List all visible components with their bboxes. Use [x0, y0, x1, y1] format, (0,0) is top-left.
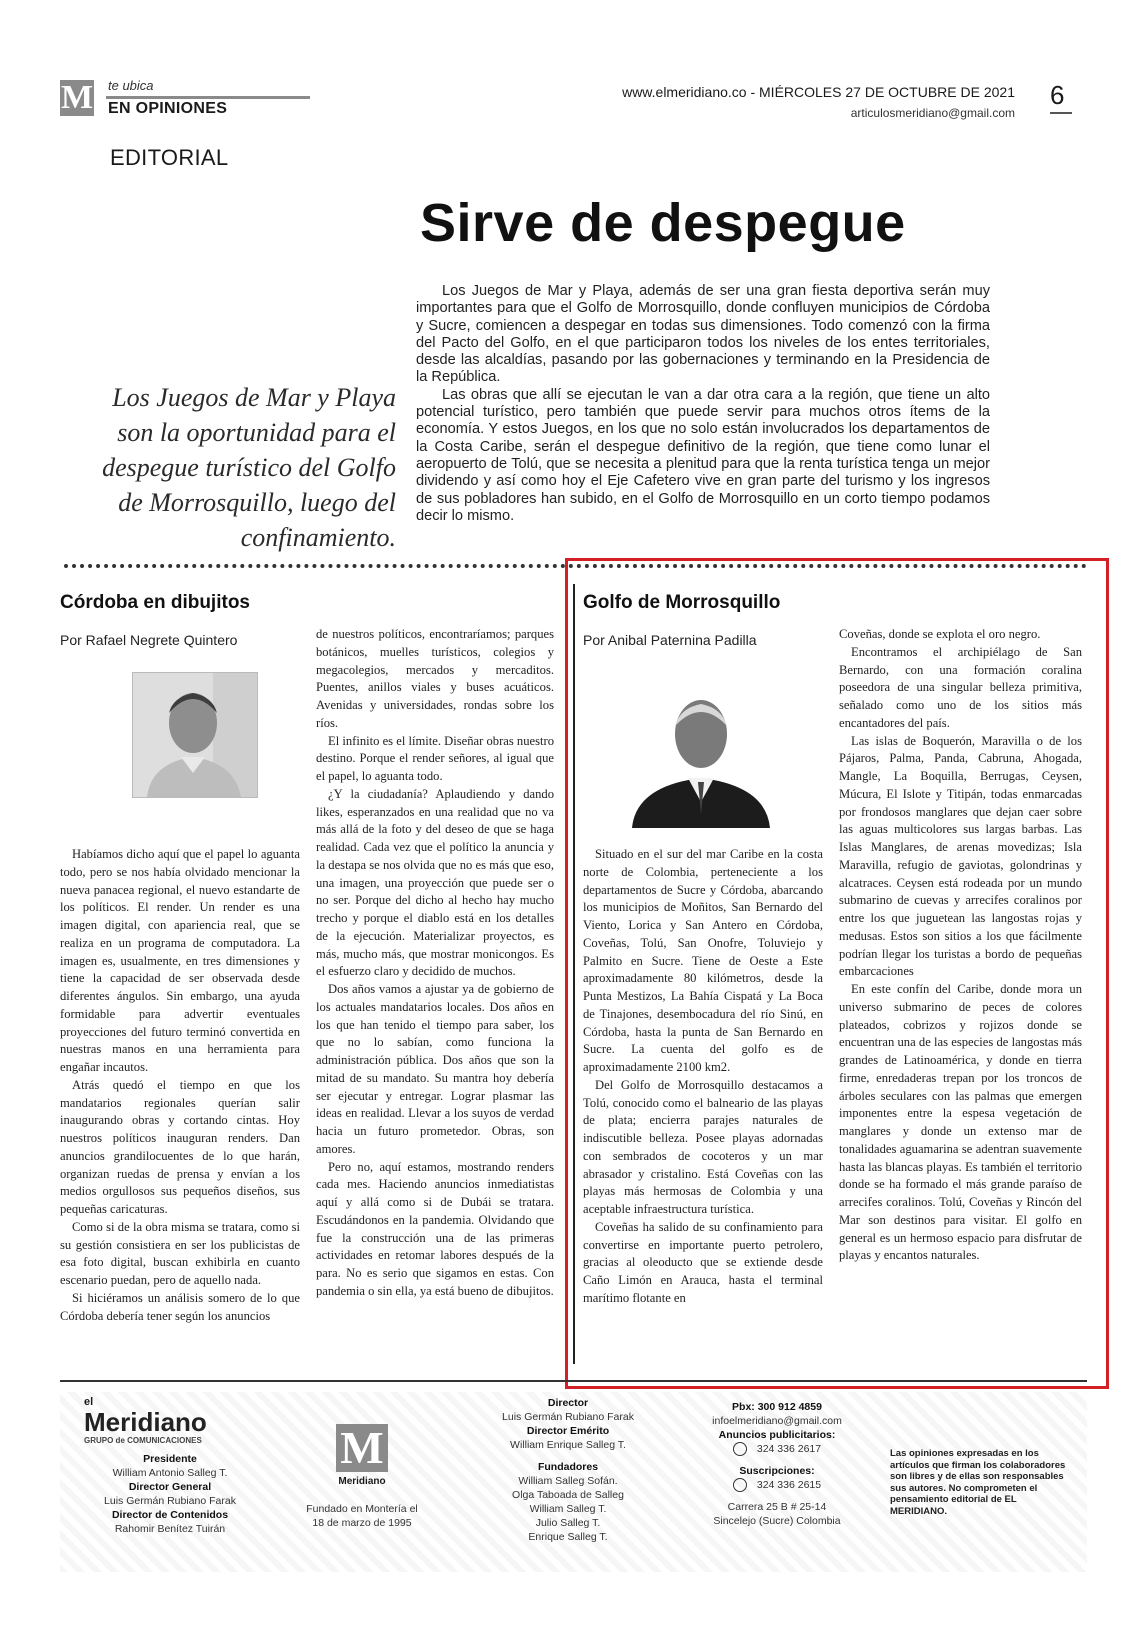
director-general-label: Director General — [128, 1481, 212, 1493]
fundador: William Salleg Sofán. — [518, 1475, 618, 1487]
fundador: Olga Taboada de Salleg — [512, 1489, 624, 1501]
footer-logo-sub: Meridiano — [338, 1476, 386, 1487]
address-line: Sincelejo (Sucre) Colombia — [713, 1515, 841, 1528]
article-paragraph: Dos años vamos a ajustar ya de gobierno de los actuales mandatarios locales. Dos años en los que han tenido el tiempo para saber, los que no lo sabían, como funciona la administración pública. Dos años que son la mitad de su mandato. Su mantra hoy debería ser ejecutar y entregar. Lograr plasmar las ideas en realidad. Llevar a los suyos de verdad hacia un futuro prometedor. Obras, son amores. — [316, 982, 554, 1156]
director-emerito-label: Director Emérito — [526, 1425, 610, 1437]
fundador: William Salleg T. — [529, 1503, 607, 1515]
brand-name: Meridiano — [84, 1407, 207, 1437]
suscripciones-phone-row[interactable] — [692, 1478, 862, 1492]
footer-logo-m: M — [336, 1424, 388, 1472]
header-rule — [106, 96, 310, 99]
fundadores-label: Fundadores — [537, 1461, 599, 1473]
brand-tagline: GRUPO de COMUNICACIONES — [84, 1436, 202, 1445]
article-paragraph: Encontramos el archipiélago de San Bernardo, con una formación coralina poseedora de una singular belleza primitiva, señalado como uno de los sitios más encantadores del país. — [839, 644, 1082, 730]
director-emerito-name: William Enrique Salleg T. — [510, 1439, 626, 1451]
suscripciones-label: Suscripciones: — [739, 1465, 815, 1478]
director-contenidos-label: Director de Contenidos — [111, 1509, 229, 1521]
article-paragraph: ¿Y la ciudadanía? Aplaudiendo y dando likes, esperanzados en una realidad que no va más allá de la foto y del deseo de que se haga realidad. Cada vez que el político la anuncia y la destapa se nos olvida que no es más que eso, una imagen, una proyección que puede ser o no ser. Porque del dicho al hecho hay mucho trecho y porque el diablo está en los detalles de la ejecución. Materializar proyectos, es más, mucho más, que mostrar monicongos. Es el esfuerzo claro y decidido de muchos. — [316, 786, 554, 979]
presidente-label: Presidente — [143, 1453, 197, 1465]
article-paragraph: Atrás quedó el tiempo en que los mandatarios regionales querían salir inaugurando obras y cortando cintas. Hoy nuestros políticos inauguran renders. Dan anuncios grandilocuentes de lo que harán, organizan ruedas de prensa y envían a los medios orgullosos sus pequeños diseños, sus pequeñas caricaturas. — [60, 1077, 300, 1216]
meridiano-logo: M — [60, 79, 94, 116]
section-name: EN OPINIONES — [108, 100, 228, 117]
article-paragraph: El infinito es el límite. Diseñar obras nuestro destino. Porque el render señores, al igual que el papel, lo aguanta todo. — [316, 733, 554, 783]
opinion-disclaimer: Las opiniones expresadas en los artículos que firman los colaboradores son libres y de ellas son responsables sus autores. No comprometen el pensamiento editorial de EL MERIDIANO. — [890, 1448, 1066, 1517]
whatsapp-icon — [733, 1478, 747, 1492]
article-paragraph: Pero no, aquí estamos, mostrando renders cada mes. Haciendo anuncios inmediatistas aquí y allá como si de Dubái se tratara. Escudándonos en la pandemia. Olvidando que fue la construcción una de las primeras actividades en retomar labores después de la para. No es serio que sigamos en estas. Con pandemia o sin ella, ya está bueno de dibujitos. — [316, 1159, 554, 1298]
byline-cordoba: Por Rafael Negrete Quintero — [60, 632, 238, 648]
suscripciones-phone: 324 336 2615 — [756, 1479, 822, 1492]
editorial-headline: Sirve de despegue — [420, 193, 906, 253]
article-paragraph: Coveñas, donde se explota el oro negro. — [839, 627, 1041, 641]
pbx[interactable]: Pbx: 300 912 4859 — [732, 1401, 822, 1413]
article-title-cordoba: Córdoba en dibujitos — [60, 592, 250, 613]
anuncios-phone-row[interactable] — [692, 1442, 862, 1456]
anuncios-label: Anuncios publicitarios: — [718, 1429, 836, 1441]
article-paragraph: Coveñas ha salido de su confinamiento para convertirse en importante puerto petrolero, gracias al oleoducto que se extiende desde Caño Limón en Arauca, hasta el terminal marítimo flotante en — [583, 1219, 823, 1305]
article-paragraph: Como si de la obra misma se tratara, como si su gestión consistiera en ser los publicistas de esa foto digital, buscan exhibirla en cuanto escenario puedan, pero de aquello nada. — [60, 1219, 300, 1287]
editorial-pullquote: Los Juegos de Mar y Playa son la oportunidad para el despegue turístico del Golfo de Morrosquillo, luego del confinamiento. — [102, 383, 396, 552]
footer-rule — [60, 1380, 1087, 1382]
article-paragraph: Las islas de Boquerón, Maravilla o de los Pájaros, Palma, Panda, Cabruna, Ahogada, Mangle, La Boquilla, Berrugas, Ceysen, Múcura, El Islote y Titipán, todas enmarcadas por frondosos manglares que dejan caer sobre las aguas multicolores sus largas barbas. Las Islas Manglares, de arenas movedizas; Isla Maravilla, refugio de gaviotas, golondrinas y alcatraces. Ceysen está rodeada por un mundo submarino de cuevas y arrecifes coralinos por entre los que juguetean las langostas rojas y medusas. Estos son sitios a los que fácilmente podrían llegar los turistas a bordo de pequeñas embarcaciones — [839, 733, 1082, 979]
fundador: Julio Salleg T. — [535, 1517, 601, 1529]
page-number: 6 — [1050, 80, 1065, 110]
footer-brand — [84, 1396, 244, 1446]
article-paragraph: Habíamos dicho aquí que el papel lo aguanta todo, pero se nos había olvidado mencionar la nueva panacea regional, el nuevo estandarte de los políticos. El render. Un render es una imagen digital, con apariencia real, que se realiza en un programa de computadora. La imagen es, usualmente, en tres dimensiones y tiene la capacidad de ser observada desde diferentes ángulos. Sin embargo, una ayuda formidable para advertir eventuales proyecciones del futuro terminó convertida en nuestras manos en una herramienta para engañar incautos. — [60, 847, 300, 1074]
article-column-cordoba-2 — [316, 626, 554, 1301]
article-paragraph: En este confín del Caribe, donde mora un universo submarino de peces de colores plateados, cobrizos y rojizos donde se encuentran una de las especies de langostas más grandes de Latinoamérica, y donde en tierra firme, enredaderas trepan por los troncos de árboles seculares con las palmas que emergen imponentes entre la espesa vegetación de manglares y donde un extenso mar de tonalidades aguamarina se adentran suavemente hasta las blancas playas. Es también el territorio donde se ha formado el más grande paraíso de arrecifes coralinos. Tolú, Coveñas y Rincón del Mar son destinos para visitar. El golfo en general es un hermoso espacio para disfrutar de playas y encantos naturales. — [839, 982, 1082, 1263]
founded-note: Fundado en Montería el 18 de marzo de 1995 — [306, 1503, 418, 1529]
editorial-body — [416, 283, 990, 525]
info-email[interactable]: infoelmeridiano@gmail.com — [712, 1415, 842, 1427]
brand-el: el — [84, 1396, 94, 1408]
person-photo-icon — [133, 673, 257, 797]
site-email[interactable]: articulosmeridiano@gmail.com — [850, 106, 1015, 120]
article-paragraph: de nuestros políticos, encontraríamos; parques botánicos, muelles turísticos, colegios y megacolegios, mercados y mercaditos. Puentes, anillos viales y buses acuáticos. Avenidas y universidades, rondas sobre los ríos. — [316, 627, 554, 730]
whatsapp-icon — [733, 1442, 747, 1456]
address-line: Carrera 25 B # 25-14 — [727, 1501, 827, 1514]
presidente-name: William Antonio Salleg T. — [112, 1467, 228, 1479]
director-name: Luis Germán Rubiano Farak — [502, 1411, 634, 1423]
author-photo-paternina — [624, 682, 778, 828]
footer-directors — [70, 1452, 270, 1536]
article-paragraph: Del Golfo de Morrosquillo destacamos a Tolú, conocido como el balneario de las playas de plata; encierra parajes naturales de indiscutible belleza. Posee playas adornadas con sembrados de cocoteros y un mar abrasador y cristalino. Está Coveñas con las playas más hermosas de Colombia y una aceptable infraestructura turística. — [583, 1077, 823, 1216]
te-ubica-label: te ubica — [108, 78, 154, 93]
column-rule — [573, 584, 575, 1364]
editorial-paragraph: Los Juegos de Mar y Playa, además de ser una gran fiesta deportiva serán muy importantes para que el Golfo de Morrosquillo, donde confluyen municipios de Córdoba y Sucre, comiencen a despegar en todas sus dimensiones. Todo comenzó con la firma del Pacto del Golfo, en el que participaron todos los niveles de los entes territoriales, desde las alcaldías, pasando por las gobernaciones y terminando en la Presidencia de la República. — [416, 283, 990, 386]
fundador: Enrique Salleg T. — [528, 1531, 608, 1543]
anuncios-phone: 324 336 2617 — [756, 1443, 822, 1455]
footer-staff — [488, 1396, 648, 1544]
byline-golfo: Por Anibal Paternina Padilla — [583, 632, 757, 648]
article-column-golfo-1 — [583, 846, 823, 1308]
author-photo-negrete — [132, 672, 258, 798]
article-title-golfo: Golfo de Morrosquillo — [583, 592, 781, 613]
site-date[interactable]: www.elmeridiano.co - MIÉRCOLES 27 DE OCTUBRE DE 2021 — [622, 84, 1015, 100]
director-general-name: Luis Germán Rubiano Farak — [104, 1495, 236, 1507]
article-paragraph: Situado en el sur del mar Caribe en la costa norte de Colombia, perteneciente a los departamentos de Sucre y Córdoba, abarcando los municipios de Moñitos, San Bernardo del Viento, Lorica y San Antero en Córdoba, Coveñas, Tolú, San Onofre, Toluviejo y Palmito en Sucre. Tiene de Oeste a Este aproximadamente 80 kilómetros, desde la Punta Mestizos, La Bahía Cispatá y La Boca de Tinajones, desembocadura del río Sinú, en Córdoba, hasta la punta de San Bernardo en Sucre. La cuenta del golfo es de aproximadamente 2100 km2. — [583, 847, 823, 1074]
article-column-golfo-2 — [839, 626, 1082, 1265]
director-contenidos-name: Rahomir Benítez Tuirán — [114, 1523, 226, 1535]
footer-contact — [692, 1400, 862, 1528]
editorial-paragraph: Las obras que allí se ejecutan le van a dar otra cara a la región, que tiene un alto potencial turístico, pero también que puede servir para muchos otros ítems de la economía. Y estos Juegos, en los que no solo están involucrados los departamentos de la Costa Caribe, serán el despegue definitivo de la región, que tiene como lunar el aeropuerto de Tolú, que se necesita a plenitud para que la renta turística tenga un mejor dividendo y así como hoy el Eje Cafetero vive en gran parte del turismo y los ingresos de sus pobladores han subido, en el Golfo de Morrosquillo en un corto tiempo podamos decir lo mismo. — [416, 386, 990, 524]
person-photo-icon — [624, 682, 778, 828]
article-column-cordoba-1 — [60, 846, 300, 1325]
article-paragraph: Si hiciéramos un análisis somero de lo que Córdoba debería tener según los anuncios — [60, 1290, 300, 1323]
page-number-rule — [1050, 112, 1072, 114]
editorial-label: EDITORIAL — [110, 145, 229, 170]
director-label: Director — [547, 1397, 589, 1409]
